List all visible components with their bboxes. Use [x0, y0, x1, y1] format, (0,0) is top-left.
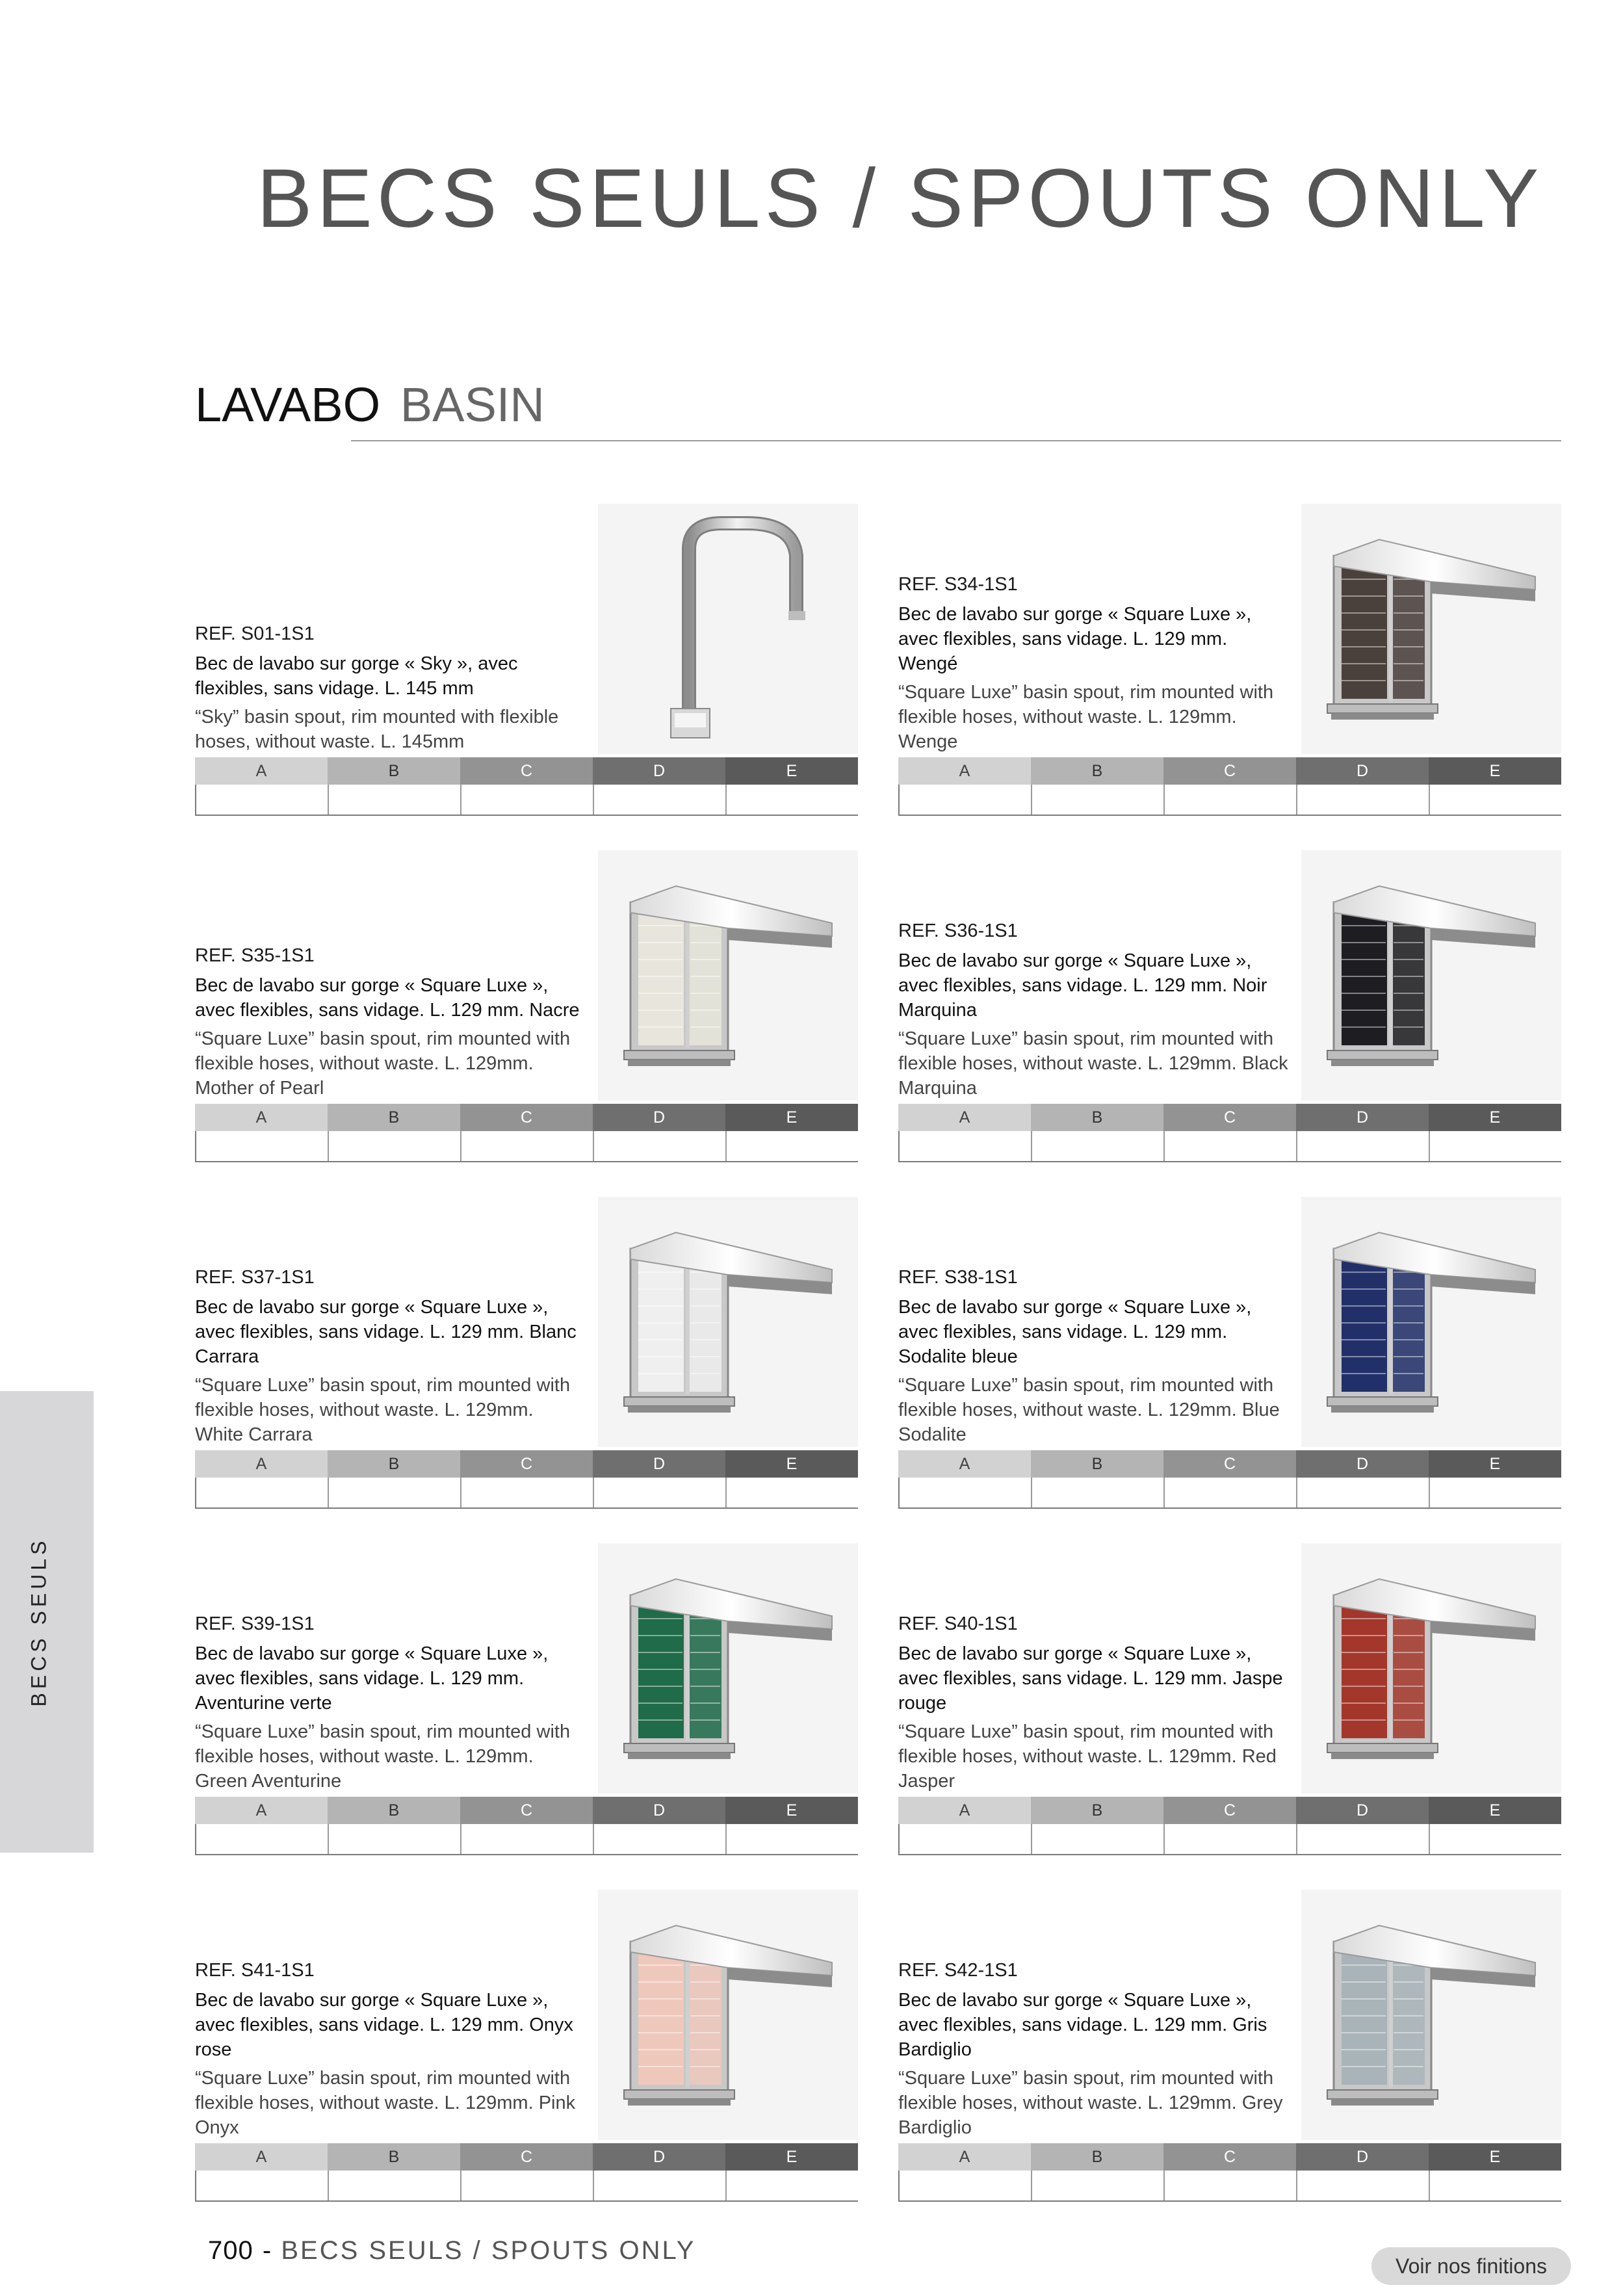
section-title-en: BASIN [400, 378, 545, 432]
finish-column-header: A [195, 1450, 328, 1478]
product-card [195, 1197, 858, 1522]
footer-separator: - [262, 2236, 272, 2265]
product-description-fr: Bec de lavabo sur gorge « Square Luxe », avec flexibles, sans vidage. L. 129 mm. Nacre [195, 975, 580, 1021]
finish-column-header: E [1429, 1104, 1561, 1131]
product-text [195, 621, 585, 754]
finish-column-header: B [328, 1450, 460, 1478]
finish-cell[interactable] [1296, 785, 1429, 815]
finish-column-header: C [1163, 1797, 1296, 1824]
finish-column-header: B [328, 2143, 460, 2171]
finish-cell[interactable] [195, 1131, 328, 1161]
finish-column-header: D [1296, 1450, 1429, 1478]
finish-column-header: B [1031, 1797, 1163, 1824]
finish-cell[interactable] [898, 785, 1031, 815]
product-ref: REF. S36-1S1 [898, 920, 1018, 941]
product-description-fr: Bec de lavabo sur gorge « Square Luxe », avec flexibles, sans vidage. L. 129 mm. Sodalite bleue [898, 1297, 1252, 1367]
finish-column-header: D [593, 1450, 725, 1478]
finish-cell[interactable] [1163, 785, 1296, 815]
finish-cell[interactable] [460, 1824, 593, 1854]
finish-column-header: D [593, 757, 725, 785]
finish-table [898, 1104, 1561, 1162]
product-card [195, 850, 858, 1175]
product-card [898, 1890, 1561, 2215]
finish-cell[interactable] [1429, 785, 1561, 815]
finish-column-header: D [1296, 1797, 1429, 1824]
finish-table-header [195, 1104, 858, 1131]
product-card [898, 1197, 1561, 1522]
square-spout-icon [598, 1890, 858, 2140]
sky-spout-icon [598, 504, 858, 754]
finish-cell[interactable] [1163, 1824, 1296, 1854]
finish-column-header: A [195, 1797, 328, 1824]
finish-table-row [898, 1131, 1561, 1161]
finish-cell[interactable] [593, 1824, 725, 1854]
finish-cell[interactable] [460, 1478, 593, 1507]
product-description-fr: Bec de lavabo sur gorge « Square Luxe », avec flexibles, sans vidage. L. 129 mm. Gris Bardiglio [898, 1990, 1267, 2060]
page-footer [208, 2236, 695, 2265]
finish-table-header [195, 1450, 858, 1478]
finish-column-header: B [1031, 2143, 1163, 2171]
finish-column-header: A [195, 757, 328, 785]
finish-cell[interactable] [1031, 1478, 1163, 1507]
product-card [898, 504, 1561, 829]
product-image [598, 1890, 858, 2140]
finish-column-header: D [593, 1797, 725, 1824]
square-spout-icon [598, 1197, 858, 1447]
square-spout-icon [1301, 504, 1561, 754]
product-image [598, 850, 858, 1101]
product-description-en: “Square Luxe” basin spout, rim mounted with flexible hoses, without waste. L. 129mm. Red Jasper [898, 1721, 1277, 1792]
finish-column-header: A [195, 2143, 328, 2171]
product-description-fr: Bec de lavabo sur gorge « Sky », avec flexibles, sans vidage. L. 145 mm [195, 653, 518, 699]
finish-table [195, 1450, 858, 1509]
finish-table-header [898, 1450, 1561, 1478]
product-description-fr: Bec de lavabo sur gorge « Square Luxe », avec flexibles, sans vidage. L. 129 mm. Noir Marquina [898, 950, 1267, 1021]
finish-table [898, 757, 1561, 816]
product-description-en: “Square Luxe” basin spout, rim mounted with flexible hoses, without waste. L. 129mm. Black Marquina [898, 1028, 1288, 1099]
finish-column-header: E [725, 1450, 858, 1478]
finish-column-header: C [1163, 757, 1296, 785]
product-image [598, 504, 858, 754]
finish-cell[interactable] [460, 1131, 593, 1161]
finish-cell[interactable] [898, 1478, 1031, 1507]
product-ref: REF. S37-1S1 [195, 1267, 315, 1288]
finish-cell[interactable] [1031, 1824, 1163, 1854]
finish-cell[interactable] [195, 1478, 328, 1507]
finish-table [898, 2143, 1561, 2202]
product-card [898, 850, 1561, 1175]
finish-column-header: A [898, 2143, 1031, 2171]
product-image [1301, 504, 1561, 754]
product-description-en: “Square Luxe” basin spout, rim mounted with flexible hoses, without waste. L. 129mm. Green Aventurine [195, 1721, 571, 1792]
product-ref: REF. S34-1S1 [898, 574, 1018, 595]
product-text [898, 1958, 1288, 2140]
product-text [898, 1611, 1288, 1794]
finish-column-header: B [1031, 1450, 1163, 1478]
product-text [195, 943, 585, 1101]
product-ref: REF. S01-1S1 [195, 623, 315, 644]
product-description-en: “Square Luxe” basin spout, rim mounted with flexible hoses, without waste. L. 129mm. Mother of Pearl [195, 1028, 571, 1099]
finish-column-header: C [460, 1104, 593, 1131]
finish-table-row [898, 1824, 1561, 1854]
product-description-en: “Square Luxe” basin spout, rim mounted with flexible hoses, without waste. L. 129mm. Grey Bardiglio [898, 2068, 1283, 2138]
product-text [195, 1958, 585, 2140]
product-ref: REF. S38-1S1 [898, 1267, 1018, 1288]
product-description-en: “Square Luxe” basin spout, rim mounted with flexible hoses, without waste. L. 129mm. Pink Onyx [195, 2068, 576, 2138]
finish-table [195, 757, 858, 816]
finish-table-header [898, 757, 1561, 785]
finish-table [898, 1450, 1561, 1509]
finish-cell[interactable] [1296, 1478, 1429, 1507]
product-ref: REF. S41-1S1 [195, 1960, 315, 1981]
product-description-en: “Square Luxe” basin spout, rim mounted with flexible hoses, without waste. L. 129mm. White Carrara [195, 1375, 571, 1445]
finish-cell[interactable] [593, 1131, 725, 1161]
finish-cell[interactable] [1429, 1131, 1561, 1161]
product-card [195, 504, 858, 829]
product-text [898, 919, 1288, 1101]
page-number: 700 [208, 2236, 253, 2265]
finish-column-header: C [1163, 1450, 1296, 1478]
finish-column-header: D [1296, 2143, 1429, 2171]
product-description-fr: Bec de lavabo sur gorge « Square Luxe », avec flexibles, sans vidage. L. 129 mm. Aventurine verte [195, 1643, 549, 1714]
product-description-fr: Bec de lavabo sur gorge « Square Luxe », avec flexibles, sans vidage. L. 129 mm. Blanc Carrara [195, 1297, 577, 1367]
finish-column-header: B [328, 1104, 460, 1131]
product-image [1301, 1197, 1561, 1447]
product-ref: REF. S42-1S1 [898, 1960, 1018, 1981]
finish-column-header: B [1031, 1104, 1163, 1131]
finish-column-header: C [460, 757, 593, 785]
finish-column-header: C [460, 1797, 593, 1824]
finish-cell[interactable] [1429, 1824, 1561, 1854]
finish-cell[interactable] [1296, 2171, 1429, 2200]
finish-cell[interactable] [898, 1824, 1031, 1854]
finish-table [195, 1797, 858, 1855]
product-text [195, 1611, 585, 1794]
finish-column-header: A [898, 757, 1031, 785]
section-title-fr: LAVABO [195, 378, 381, 432]
product-description-fr: Bec de lavabo sur gorge « Square Luxe », avec flexibles, sans vidage. L. 129 mm. Onyx rose [195, 1990, 573, 2060]
finish-cell[interactable] [328, 2171, 460, 2200]
finish-column-header: C [1163, 1104, 1296, 1131]
page-title: BECS SEULS / SPOUTS ONLY [257, 152, 1544, 245]
finish-table-row [898, 785, 1561, 815]
finish-column-header: E [1429, 1450, 1561, 1478]
product-description-fr: Bec de lavabo sur gorge « Square Luxe », avec flexibles, sans vidage. L. 129 mm. Wengé [898, 604, 1252, 674]
product-text [898, 1265, 1288, 1447]
finish-cell[interactable] [328, 1131, 460, 1161]
finish-cell[interactable] [593, 1478, 725, 1507]
finish-table-header [195, 757, 858, 785]
finish-table-row [195, 1478, 858, 1507]
finish-column-header: D [1296, 1104, 1429, 1131]
square-spout-icon [598, 850, 858, 1101]
product-image [1301, 1543, 1561, 1794]
finish-cell[interactable] [593, 785, 725, 815]
product-description-en: “Sky” basin spout, rim mounted with flexible hoses, without waste. L. 145mm [195, 707, 559, 752]
product-description-fr: Bec de lavabo sur gorge « Square Luxe », avec flexibles, sans vidage. L. 129 mm. Jaspe rouge [898, 1643, 1283, 1714]
square-spout-icon [1301, 1197, 1561, 1447]
product-card [195, 1543, 858, 1868]
finish-column-header: E [725, 1104, 858, 1131]
finish-cell[interactable] [725, 785, 858, 815]
finish-column-header: D [1296, 757, 1429, 785]
finish-table-header [898, 1104, 1561, 1131]
product-ref: REF. S39-1S1 [195, 1613, 315, 1634]
finish-column-header: A [898, 1797, 1031, 1824]
finish-cell[interactable] [1031, 1131, 1163, 1161]
finish-column-header: E [725, 2143, 858, 2171]
finish-column-header: B [328, 1797, 460, 1824]
finish-cell[interactable] [1429, 1478, 1561, 1507]
square-spout-icon [1301, 1543, 1561, 1794]
product-image [1301, 1890, 1561, 2140]
finish-cell[interactable] [725, 1131, 858, 1161]
finish-cell[interactable] [1163, 1131, 1296, 1161]
square-spout-icon [1301, 850, 1561, 1101]
product-text [898, 572, 1288, 754]
finish-table-header [898, 1797, 1561, 1824]
finish-cell[interactable] [725, 1824, 858, 1854]
finishes-button[interactable]: Voir nos finitions [1371, 2247, 1571, 2285]
finish-column-header: D [593, 1104, 725, 1131]
product-description-en: “Square Luxe” basin spout, rim mounted with flexible hoses, without waste. L. 129mm. Blue Sodalite [898, 1375, 1280, 1445]
product-image [598, 1197, 858, 1447]
finish-table [195, 1104, 858, 1162]
square-spout-icon [1301, 1890, 1561, 2140]
section-title [195, 377, 545, 432]
finish-cell[interactable] [460, 2171, 593, 2200]
finish-cell[interactable] [1031, 2171, 1163, 2200]
finish-column-header: A [898, 1450, 1031, 1478]
finish-table-row [195, 785, 858, 815]
finish-column-header: C [460, 2143, 593, 2171]
side-tab-label: BECS SEULS [27, 1537, 51, 1707]
finish-table-row [898, 2171, 1561, 2200]
product-text [195, 1265, 585, 1447]
finish-table [898, 1797, 1561, 1855]
finish-table-row [195, 2171, 858, 2200]
finish-cell[interactable] [195, 785, 328, 815]
finish-column-header: E [725, 1797, 858, 1824]
finish-table-row [195, 1131, 858, 1161]
finish-column-header: D [593, 2143, 725, 2171]
finish-column-header: E [1429, 757, 1561, 785]
finish-cell[interactable] [725, 2171, 858, 2200]
finish-cell[interactable] [898, 2171, 1031, 2200]
finish-column-header: C [460, 1450, 593, 1478]
product-image [598, 1543, 858, 1794]
finish-cell[interactable] [1296, 1824, 1429, 1854]
product-card [195, 1890, 858, 2215]
finish-cell[interactable] [195, 2171, 328, 2200]
finish-column-header: B [328, 757, 460, 785]
finish-cell[interactable] [593, 2171, 725, 2200]
product-image [1301, 850, 1561, 1101]
finish-cell[interactable] [460, 785, 593, 815]
finish-cell[interactable] [195, 1824, 328, 1854]
section-divider [351, 440, 1561, 441]
finish-cell[interactable] [1296, 1131, 1429, 1161]
finish-table [195, 2143, 858, 2202]
finish-table-header [195, 1797, 858, 1824]
finish-cell[interactable] [898, 1131, 1031, 1161]
finish-cell[interactable] [328, 1478, 460, 1507]
footer-title: BECS SEULS / SPOUTS ONLY [281, 2236, 696, 2265]
product-card [898, 1543, 1561, 1868]
finish-cell[interactable] [328, 785, 460, 815]
finish-column-header: A [898, 1104, 1031, 1131]
finish-cell[interactable] [1031, 785, 1163, 815]
finish-column-header: E [725, 757, 858, 785]
product-ref: REF. S40-1S1 [898, 1613, 1018, 1634]
product-description-en: “Square Luxe” basin spout, rim mounted with flexible hoses, without waste. L. 129mm. Wenge [898, 682, 1274, 752]
finish-cell[interactable] [328, 1824, 460, 1854]
finish-column-header: C [1163, 2143, 1296, 2171]
finish-table-header [195, 2143, 858, 2171]
finish-cell[interactable] [1163, 2171, 1296, 2200]
finish-cell[interactable] [725, 1478, 858, 1507]
finish-column-header: E [1429, 1797, 1561, 1824]
finish-cell[interactable] [1429, 2171, 1561, 2200]
product-ref: REF. S35-1S1 [195, 945, 315, 966]
finish-table-header [898, 2143, 1561, 2171]
square-spout-icon [598, 1543, 858, 1794]
finish-column-header: A [195, 1104, 328, 1131]
finish-table-row [195, 1824, 858, 1854]
finish-column-header: E [1429, 2143, 1561, 2171]
finish-column-header: B [1031, 757, 1163, 785]
finish-table-row [898, 1478, 1561, 1507]
finish-cell[interactable] [1163, 1478, 1296, 1507]
